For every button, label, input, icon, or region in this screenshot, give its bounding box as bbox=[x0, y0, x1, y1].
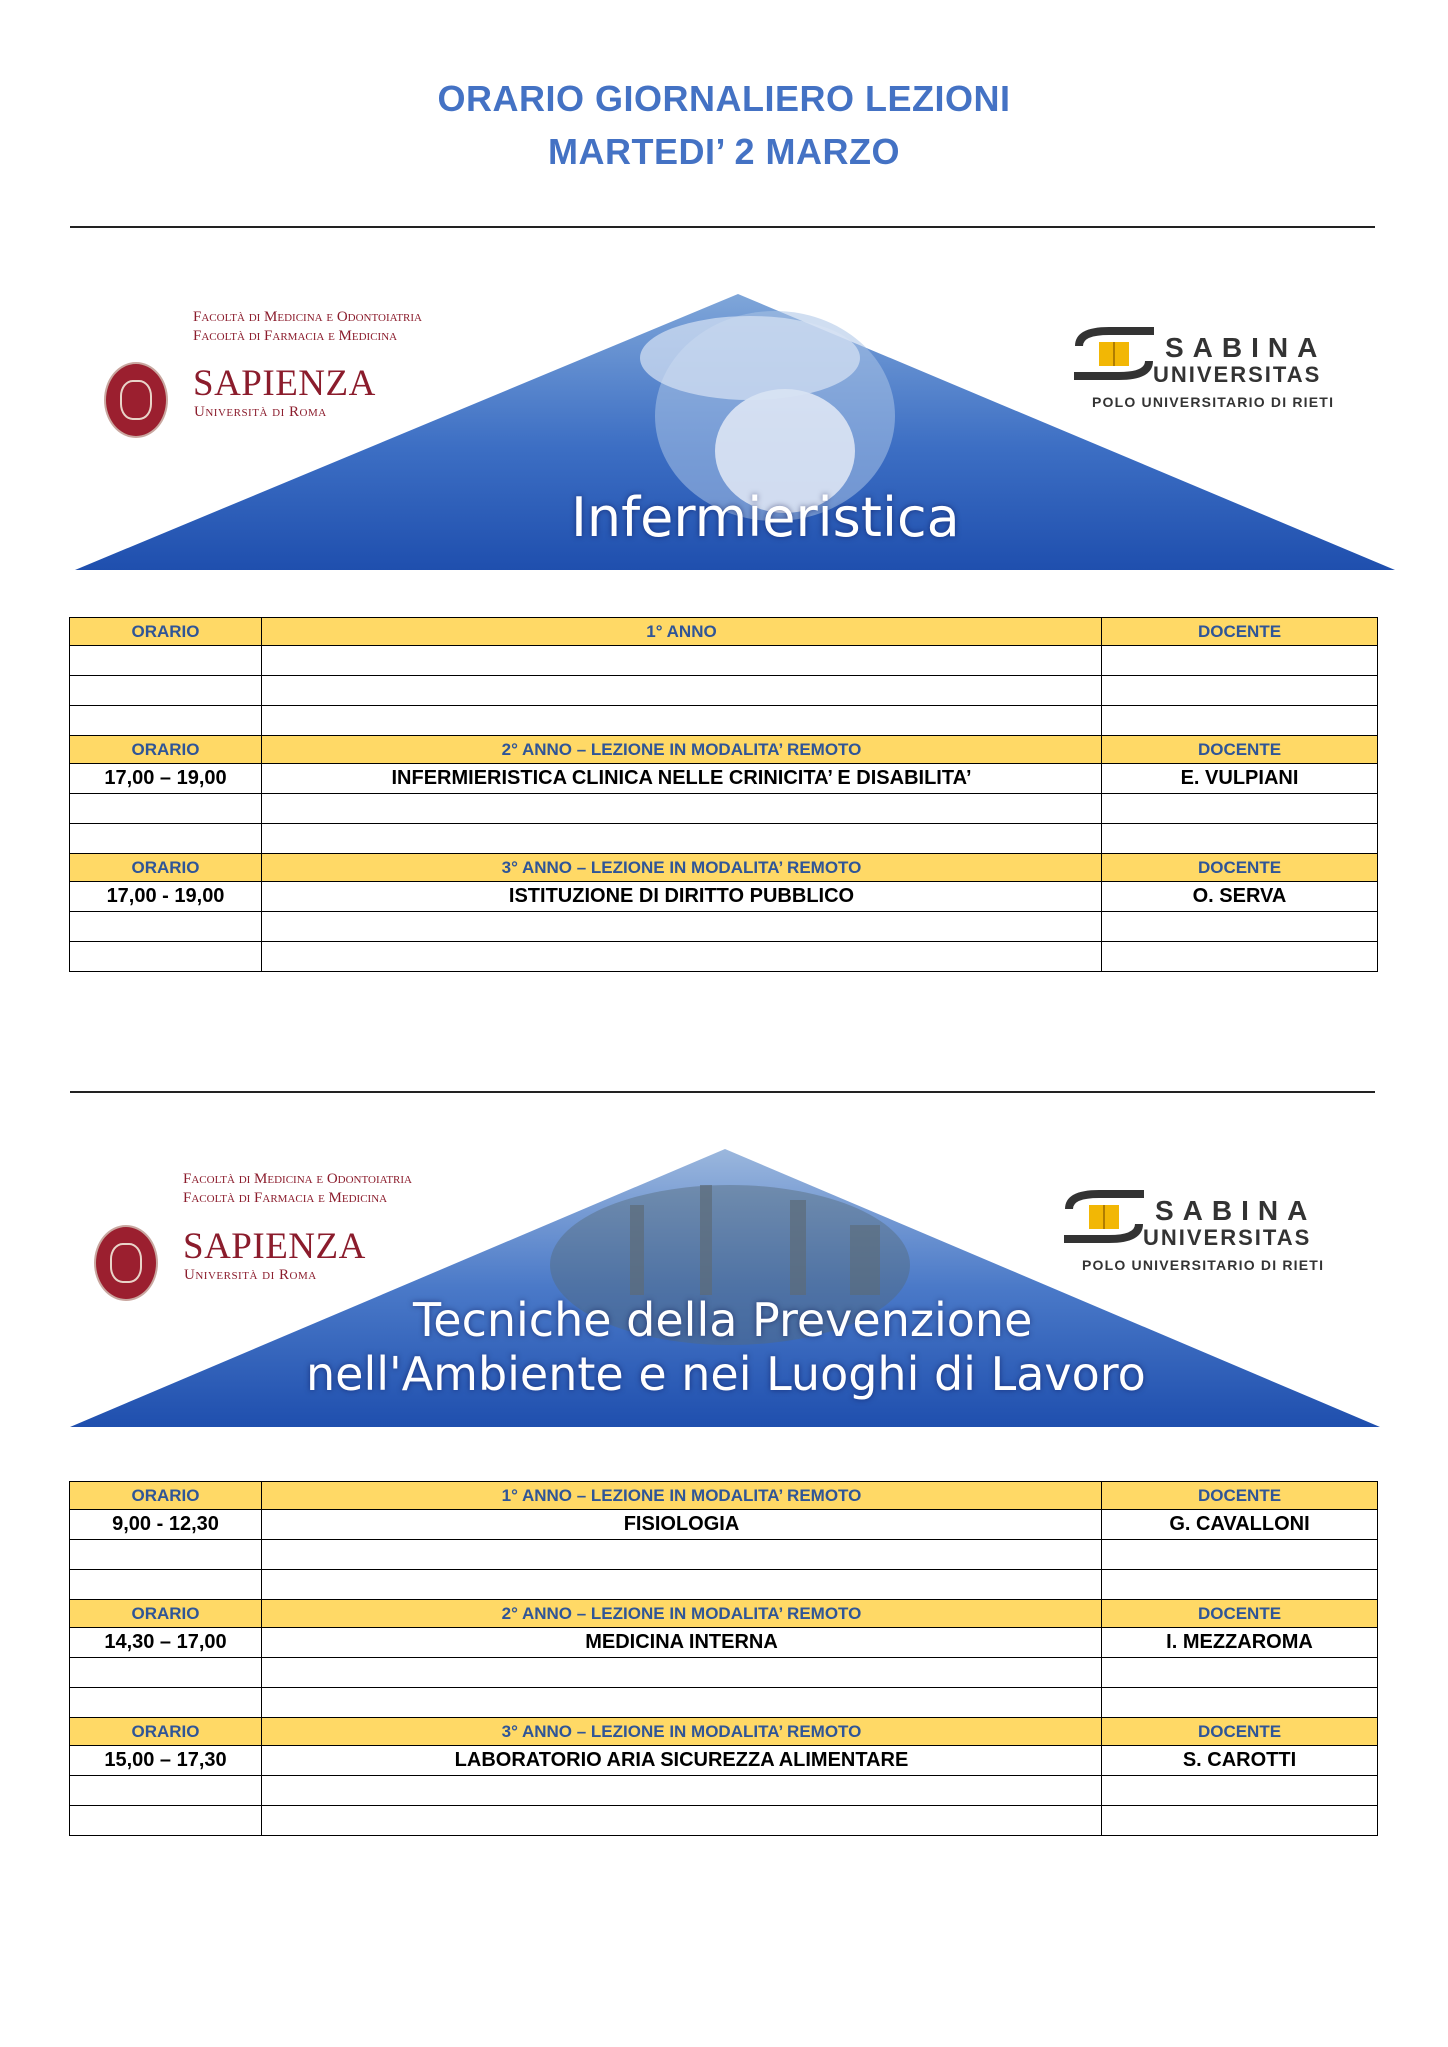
teacher-cell: O. SERVA bbox=[1102, 882, 1378, 912]
banner-title: Infermieristica bbox=[571, 486, 960, 549]
page-date: MARTEDI’ 2 MARZO bbox=[547, 131, 900, 172]
table-row bbox=[70, 1570, 1378, 1600]
course-cell: MEDICINA INTERNA bbox=[262, 1628, 1102, 1658]
time-cell bbox=[70, 1776, 262, 1806]
docente-header: DOCENTE bbox=[1102, 1718, 1378, 1746]
sabina-book-icon bbox=[1069, 326, 1159, 386]
teacher-cell bbox=[1102, 1688, 1378, 1718]
teacher-cell bbox=[1102, 706, 1378, 736]
teacher-cell bbox=[1102, 1658, 1378, 1688]
course-cell: INFERMIERISTICA CLINICA NELLE CRINICITA’ E DISABILITA’ bbox=[262, 764, 1102, 794]
course-cell bbox=[262, 1570, 1102, 1600]
teacher-cell bbox=[1102, 646, 1378, 676]
orario-header: ORARIO bbox=[70, 618, 262, 646]
sapienza-name: SAPIENZA bbox=[193, 363, 376, 404]
teacher-cell bbox=[1102, 824, 1378, 854]
teacher-cell bbox=[1102, 1776, 1378, 1806]
faculty-line1: Facoltà di Medicina e Odontoiatria bbox=[193, 309, 422, 325]
course-cell bbox=[262, 1540, 1102, 1570]
table-row bbox=[70, 1510, 1378, 1540]
table-row bbox=[70, 676, 1378, 706]
table-row bbox=[70, 912, 1378, 942]
teacher-cell bbox=[1102, 676, 1378, 706]
faculty-line2: Facoltà di Farmacia e Medicina bbox=[193, 328, 398, 344]
faculty-line1: Facoltà di Medicina e Odontoiatria bbox=[183, 1171, 412, 1187]
docente-header: DOCENTE bbox=[1102, 736, 1378, 764]
table-row bbox=[70, 824, 1378, 854]
course-cell bbox=[262, 706, 1102, 736]
course-cell bbox=[262, 646, 1102, 676]
course-cell: LABORATORIO ARIA SICUREZZA ALIMENTARE bbox=[262, 1746, 1102, 1776]
banner-title-line2: nell'Ambiente e nei Luoghi di Lavoro bbox=[306, 1347, 1146, 1401]
table-row bbox=[70, 942, 1378, 972]
time-cell bbox=[70, 1806, 262, 1836]
sapienza-name: SAPIENZA bbox=[183, 1226, 366, 1267]
course-cell bbox=[262, 942, 1102, 972]
docente-header: DOCENTE bbox=[1102, 1482, 1378, 1510]
sapienza-seal-icon bbox=[104, 362, 168, 438]
time-cell: 17,00 – 19,00 bbox=[70, 764, 262, 794]
sabina-name: SABINA bbox=[1155, 1195, 1317, 1226]
banner-prevenzione bbox=[70, 1145, 1400, 1435]
table-row bbox=[70, 1658, 1378, 1688]
course-cell bbox=[262, 794, 1102, 824]
teacher-cell: E. VULPIANI bbox=[1102, 764, 1378, 794]
orario-header: ORARIO bbox=[70, 1718, 262, 1746]
orario-header: ORARIO bbox=[70, 1482, 262, 1510]
anno-header: 1° ANNO bbox=[262, 618, 1102, 646]
faculty-line2: Facoltà di Farmacia e Medicina bbox=[183, 1190, 388, 1206]
teacher-cell bbox=[1102, 912, 1378, 942]
table-header-row bbox=[70, 854, 1378, 882]
table-header-row bbox=[70, 736, 1378, 764]
banner-infermieristica bbox=[70, 286, 1400, 576]
divider-top bbox=[70, 226, 1375, 228]
time-cell bbox=[70, 942, 262, 972]
table-header-row bbox=[70, 618, 1378, 646]
teacher-cell bbox=[1102, 794, 1378, 824]
universitas-name: UNIVERSITAS bbox=[1153, 362, 1322, 387]
time-cell bbox=[70, 1570, 262, 1600]
table-row bbox=[70, 1540, 1378, 1570]
time-cell: 15,00 – 17,30 bbox=[70, 1746, 262, 1776]
time-cell bbox=[70, 912, 262, 942]
anno-header: 2° ANNO – LEZIONE IN MODALITA’ REMOTO bbox=[262, 1600, 1102, 1628]
time-cell bbox=[70, 676, 262, 706]
teacher-cell bbox=[1102, 1806, 1378, 1836]
course-cell: FISIOLOGIA bbox=[262, 1510, 1102, 1540]
time-cell bbox=[70, 824, 262, 854]
docente-header: DOCENTE bbox=[1102, 618, 1378, 646]
table-row bbox=[70, 1776, 1378, 1806]
course-cell bbox=[262, 1658, 1102, 1688]
divider-middle bbox=[70, 1091, 1375, 1093]
table-header-row bbox=[70, 1482, 1378, 1510]
time-cell: 14,30 – 17,00 bbox=[70, 1628, 262, 1658]
table-row bbox=[70, 764, 1378, 794]
table-row bbox=[70, 1746, 1378, 1776]
time-cell: 9,00 - 12,30 bbox=[70, 1510, 262, 1540]
sapienza-seal-icon bbox=[94, 1225, 158, 1301]
orario-header: ORARIO bbox=[70, 1600, 262, 1628]
table-row bbox=[70, 1806, 1378, 1836]
sapienza-sub: Università di Roma bbox=[194, 404, 327, 420]
course-cell bbox=[262, 1806, 1102, 1836]
table-row bbox=[70, 646, 1378, 676]
time-cell bbox=[70, 646, 262, 676]
sabina-book-icon bbox=[1059, 1189, 1149, 1249]
table-row bbox=[70, 706, 1378, 736]
anno-header: 2° ANNO – LEZIONE IN MODALITA’ REMOTO bbox=[262, 736, 1102, 764]
page-title: ORARIO GIORNALIERO LEZIONI bbox=[437, 78, 1011, 119]
teacher-cell bbox=[1102, 1570, 1378, 1600]
time-cell bbox=[70, 1688, 262, 1718]
table-row bbox=[70, 1688, 1378, 1718]
course-cell bbox=[262, 1776, 1102, 1806]
course-cell: ISTITUZIONE DI DIRITTO PUBBLICO bbox=[262, 882, 1102, 912]
schedule-table-infermieristica bbox=[69, 617, 1378, 972]
polo-rieti: POLO UNIVERSITARIO DI RIETI bbox=[1092, 394, 1335, 410]
course-cell bbox=[262, 676, 1102, 706]
sapienza-sub: Università di Roma bbox=[184, 1267, 317, 1283]
course-cell bbox=[262, 824, 1102, 854]
time-cell bbox=[70, 706, 262, 736]
course-cell bbox=[262, 912, 1102, 942]
time-cell bbox=[70, 1540, 262, 1570]
anno-header: 1° ANNO – LEZIONE IN MODALITA’ REMOTO bbox=[262, 1482, 1102, 1510]
table-header-row bbox=[70, 1600, 1378, 1628]
universitas-name: UNIVERSITAS bbox=[1143, 1225, 1312, 1250]
time-cell: 17,00 - 19,00 bbox=[70, 882, 262, 912]
teacher-cell bbox=[1102, 942, 1378, 972]
orario-header: ORARIO bbox=[70, 854, 262, 882]
polo-rieti: POLO UNIVERSITARIO DI RIETI bbox=[1082, 1257, 1325, 1273]
anno-header: 3° ANNO – LEZIONE IN MODALITA’ REMOTO bbox=[262, 1718, 1102, 1746]
docente-header: DOCENTE bbox=[1102, 1600, 1378, 1628]
time-cell bbox=[70, 794, 262, 824]
table-row bbox=[70, 1628, 1378, 1658]
teacher-cell: S. CAROTTI bbox=[1102, 1746, 1378, 1776]
table-header-row bbox=[70, 1718, 1378, 1746]
teacher-cell: G. CAVALLONI bbox=[1102, 1510, 1378, 1540]
anno-header: 3° ANNO – LEZIONE IN MODALITA’ REMOTO bbox=[262, 854, 1102, 882]
teacher-cell: I. MEZZAROMA bbox=[1102, 1628, 1378, 1658]
table-row bbox=[70, 882, 1378, 912]
course-cell bbox=[262, 1688, 1102, 1718]
schedule-table-prevenzione bbox=[69, 1481, 1378, 1836]
sabina-name: SABINA bbox=[1165, 332, 1327, 363]
orario-header: ORARIO bbox=[70, 736, 262, 764]
teacher-cell bbox=[1102, 1540, 1378, 1570]
table-row bbox=[70, 794, 1378, 824]
docente-header: DOCENTE bbox=[1102, 854, 1378, 882]
banner-title-line1: Tecniche della Prevenzione bbox=[413, 1293, 1033, 1347]
time-cell bbox=[70, 1658, 262, 1688]
